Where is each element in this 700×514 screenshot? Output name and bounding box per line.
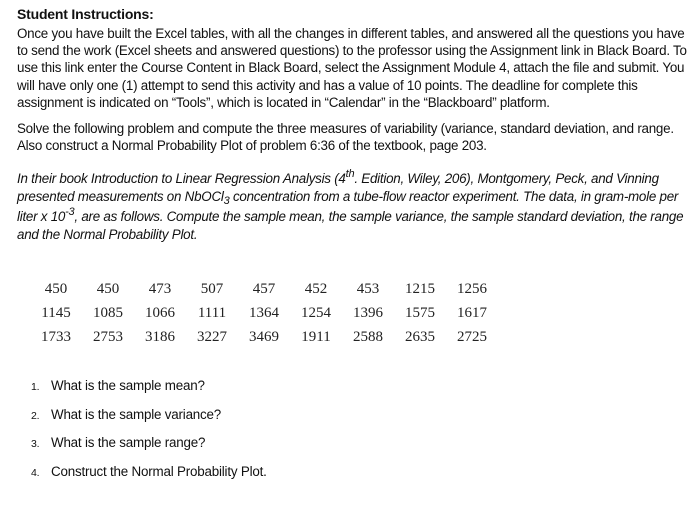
- instructions-paragraph: Once you have built the Excel tables, with all the changes in different tables, and answered all the questions you have to send the work (Excel sheets and answered questions) to the professor using the Assignment link in Black Board. To use this link enter the Course Content in Black Board, select the Assignment Module 4, attach the file and submit. You will have only one (1) attempt to send this activity and has a value of 10 points. The deadline for complete this assignment is indicated on “Tools”, which is located in “Calendar” in the “Blackboard” platform.: [17, 26, 687, 110]
- problem-text-part3: concentration from a tube-flow reactor experiment. The data, in gram-mole per: [229, 188, 679, 204]
- table-cell: 1364: [249, 305, 279, 321]
- question-text: What is the sample variance?: [51, 406, 222, 422]
- table-cell: 453: [356, 281, 380, 297]
- table-cell: 457: [252, 281, 276, 297]
- exponent-superscript: -3: [65, 206, 75, 218]
- formula-subscript: 3: [223, 194, 230, 207]
- question-item: [31, 435, 267, 464]
- question-text: What is the sample mean?: [51, 378, 205, 393]
- table-cell: 1575: [405, 305, 435, 321]
- problem-text-part2: . Edition, Wiley, 206), Montgomery, Peck, and Vinning presented measurements on NbOCl: [17, 171, 659, 204]
- question-number: 1.: [31, 381, 40, 393]
- problem-text-continued: [17, 208, 692, 243]
- table-cell: 3186: [145, 329, 175, 345]
- table-cell: 2588: [353, 329, 383, 345]
- table-cell: 1085: [93, 305, 123, 321]
- question-item: [31, 464, 267, 493]
- problem-text-part5: , are as follows. Compute the sample mean, the sample variance, the sample standard deviation, the range and the Normal Probability Plot.: [17, 209, 684, 242]
- edition-superscript: th: [345, 168, 355, 180]
- table-row: [30, 281, 498, 305]
- question-item: [31, 378, 267, 407]
- problem-text: [17, 170, 692, 205]
- table-cell: 1733: [41, 329, 71, 345]
- table-cell: 1617: [457, 305, 487, 321]
- table-cell: 1145: [41, 305, 71, 321]
- table-cell: 1254: [301, 305, 331, 321]
- table-cell: 1066: [145, 305, 175, 321]
- table-cell: 1256: [457, 281, 487, 297]
- question-text: What is the sample range?: [51, 435, 206, 450]
- table-cell: 473: [148, 281, 172, 297]
- table-cell: 452: [304, 281, 328, 297]
- problem-text-part1: In their book Introduction to Linear Regression Analysis (4: [17, 171, 346, 186]
- question-number: 2.: [31, 409, 40, 422]
- table-cell: 1111: [197, 305, 227, 321]
- table-row: [30, 329, 498, 353]
- table-cell: 3227: [197, 329, 227, 345]
- table-cell: 1396: [353, 305, 383, 321]
- question-text: Construct the Normal Probability Plot.: [51, 463, 267, 479]
- data-table: [30, 281, 498, 353]
- instructions-heading: Student Instructions:: [17, 6, 154, 22]
- question-item: [31, 407, 267, 436]
- table-cell: 1215: [405, 281, 435, 297]
- questions-list: [31, 378, 267, 492]
- table-cell: 2725: [457, 329, 487, 345]
- question-number: 4.: [31, 466, 40, 479]
- table-cell: 2635: [405, 329, 435, 345]
- table-cell: 3469: [249, 329, 279, 345]
- question-number: 3.: [31, 438, 40, 450]
- problem-text-part4: liter x 10: [17, 209, 66, 224]
- table-cell: 1911: [301, 329, 331, 345]
- table-cell: 507: [200, 281, 224, 297]
- table-row: [30, 305, 498, 329]
- problem-statement-paragraph: Solve the following problem and compute the three measures of variability (variance, standard deviation, and range. Also construct a Normal Probability Plot of problem 6:36 of the textbook, page 203.: [17, 121, 674, 154]
- table-cell: 450: [96, 281, 120, 297]
- table-cell: 2753: [93, 329, 123, 345]
- table-cell: 450: [44, 281, 68, 297]
